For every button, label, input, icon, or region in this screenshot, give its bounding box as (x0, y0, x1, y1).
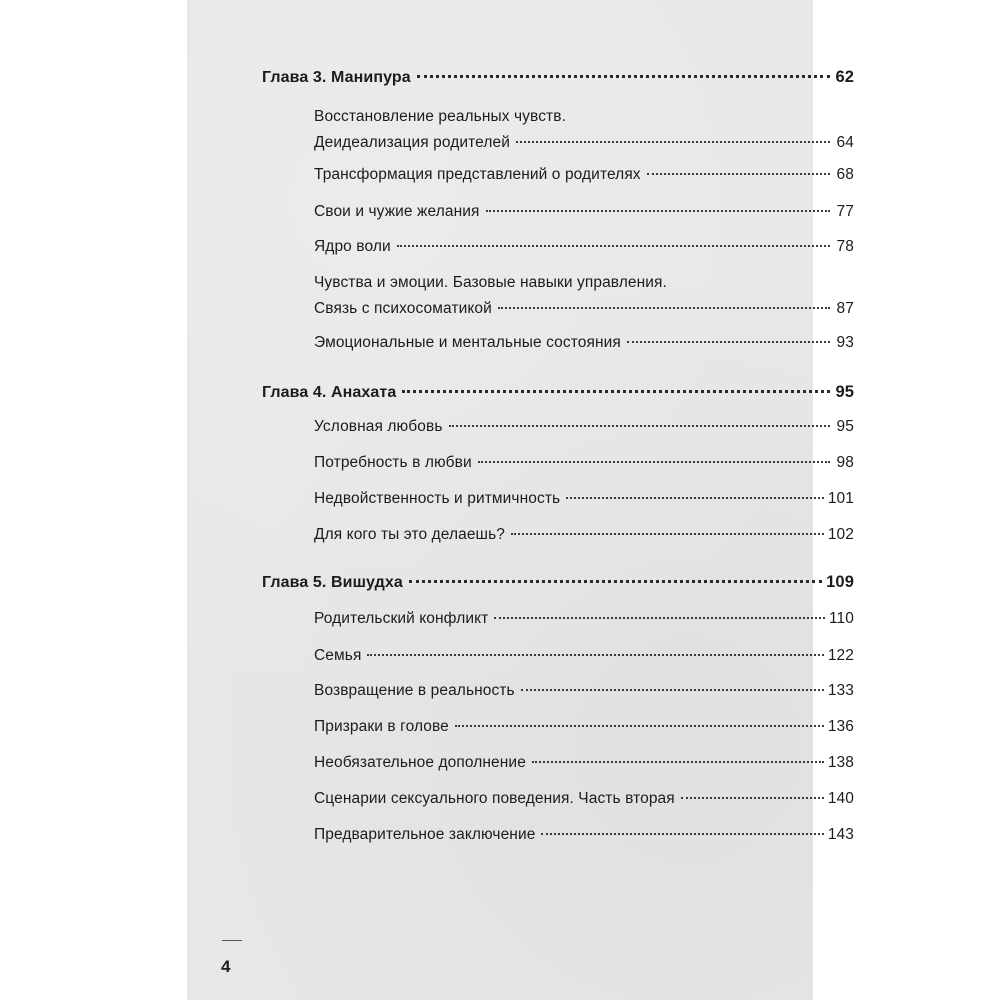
section-page-number: 133 (827, 682, 854, 699)
dot-leader (566, 497, 824, 499)
section-title-line1: Восстановление реальных чувств. (314, 108, 566, 125)
section-page-number: 98 (836, 454, 854, 471)
toc-section[interactable] (314, 203, 854, 221)
section-page-number: 140 (827, 790, 854, 807)
toc-section[interactable] (314, 826, 854, 844)
section-page-number: 122 (827, 647, 854, 664)
dot-leader (541, 833, 823, 835)
section-title: Деидеализация родителей (314, 134, 510, 151)
section-title: Недвойственность и ритмичность (314, 490, 561, 507)
toc-section[interactable] (314, 526, 854, 544)
toc-section[interactable] (314, 274, 854, 318)
table-of-contents (187, 0, 854, 1000)
section-page-number: 102 (827, 526, 854, 543)
dot-leader (647, 173, 830, 175)
section-page-number: 95 (836, 418, 854, 435)
section-page-number: 64 (836, 134, 854, 151)
section-page-number: 77 (836, 203, 854, 220)
section-title: Ядро воли (314, 238, 391, 255)
dot-leader (449, 425, 831, 427)
dot-leader (409, 580, 822, 583)
section-title: Условная любовь (314, 418, 443, 435)
toc-chapter-5[interactable] (262, 573, 854, 592)
section-title: Родительский конфликт (314, 610, 489, 627)
dot-leader (681, 797, 824, 799)
dot-leader (397, 245, 830, 247)
chapter-title: Глава 4. Анахата (262, 384, 397, 401)
dot-leader (367, 654, 823, 656)
toc-section[interactable] (314, 418, 854, 436)
toc-section[interactable] (314, 166, 854, 184)
chapter-title: Глава 3. Манипура (262, 69, 411, 86)
section-title: Для кого ты это делаешь? (314, 526, 505, 543)
chapter-page-number: 62 (835, 68, 854, 86)
chapter-page-number: 109 (826, 573, 854, 591)
section-title: Трансформация представлений о родителях (314, 166, 641, 183)
toc-section[interactable] (314, 682, 854, 700)
section-title: Необязательное дополнение (314, 754, 526, 771)
section-title: Потребность в любви (314, 454, 472, 471)
dot-leader (478, 461, 830, 463)
toc-section[interactable] (314, 790, 854, 808)
section-page-number: 143 (827, 826, 854, 843)
toc-section[interactable] (314, 238, 854, 256)
dot-leader (494, 617, 825, 619)
dot-leader (455, 725, 824, 727)
toc-section[interactable] (314, 718, 854, 736)
dot-leader (402, 390, 830, 393)
dot-leader (532, 761, 824, 763)
book-page (187, 0, 854, 1000)
section-page-number: 138 (827, 754, 854, 771)
toc-section[interactable] (314, 490, 854, 508)
toc-section[interactable] (314, 108, 854, 152)
toc-section[interactable] (314, 454, 854, 472)
section-title: Семья (314, 647, 362, 664)
section-title: Призраки в голове (314, 718, 449, 735)
dot-leader (511, 533, 824, 535)
toc-chapter-4[interactable] (262, 383, 854, 402)
chapter-title: Глава 5. Вишудха (262, 574, 403, 591)
toc-section[interactable] (314, 647, 854, 665)
page-folio: 4 (221, 957, 231, 976)
section-title: Возвращение в реальность (314, 682, 515, 699)
dot-leader (516, 141, 830, 143)
section-page-number: 136 (827, 718, 854, 735)
dot-leader (627, 341, 830, 343)
section-title: Сценарии сексуального поведения. Часть вторая (314, 790, 675, 807)
section-title: Свои и чужие желания (314, 203, 480, 220)
footer-rule (222, 940, 242, 941)
chapter-page-number: 95 (835, 383, 854, 401)
section-title: Связь с психосоматикой (314, 300, 492, 317)
dot-leader (486, 210, 830, 212)
toc-section[interactable] (314, 334, 854, 352)
toc-chapter-3[interactable] (262, 68, 854, 87)
section-title-line1: Чувства и эмоции. Базовые навыки управления. (314, 274, 667, 291)
section-page-number: 110 (828, 610, 854, 627)
section-page-number: 78 (836, 238, 854, 255)
section-page-number: 87 (836, 300, 854, 317)
toc-section[interactable] (314, 754, 854, 772)
section-page-number: 93 (836, 334, 854, 351)
section-page-number: 68 (836, 166, 854, 183)
dot-leader (417, 75, 830, 78)
section-page-number: 101 (827, 490, 854, 507)
toc-section[interactable] (314, 610, 854, 628)
section-title: Эмоциональные и ментальные состояния (314, 334, 621, 351)
dot-leader (521, 689, 824, 691)
section-title: Предварительное заключение (314, 826, 536, 843)
dot-leader (498, 307, 830, 309)
